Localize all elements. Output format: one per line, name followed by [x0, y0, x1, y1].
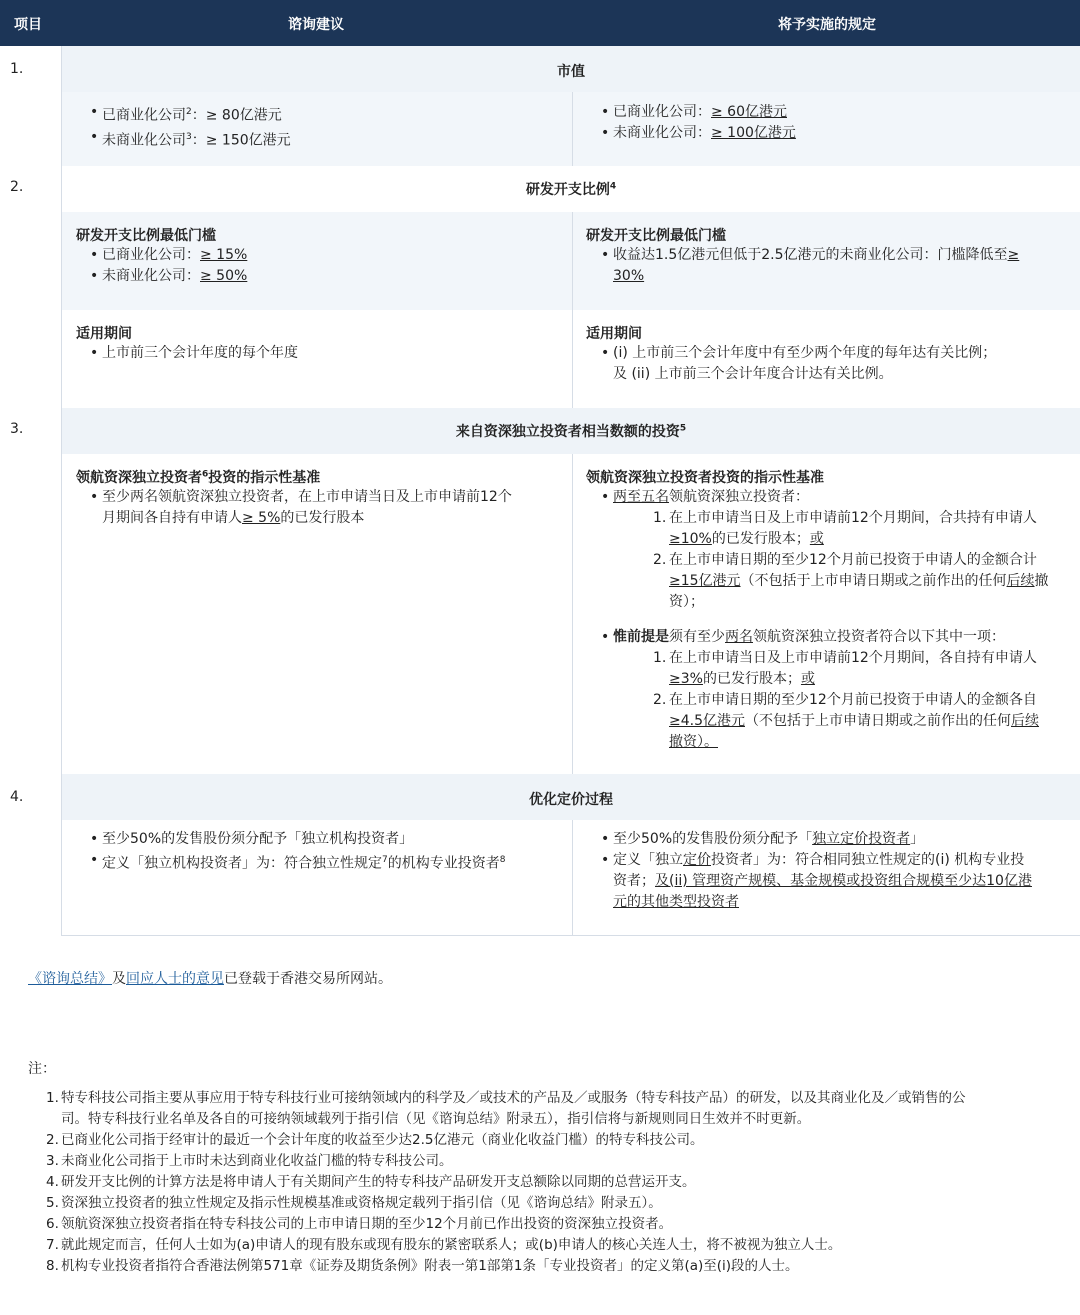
s3-divider: [572, 454, 573, 774]
s1-divider: [572, 92, 573, 166]
s2-divider: [572, 212, 573, 408]
note-1-cont: 司。特专科技行业名单及各自的可接纳领域载列于指引信（见《谘询总结》附录五），指引信将与新规则同日生效并不时更新。: [61, 1111, 811, 1127]
s1-left-cell: [62, 92, 572, 166]
s3-right-heading: 领航资深独立投资者投资的指示性基准: [586, 470, 824, 486]
section-3-title: 来自资深独立投资者相当数额的投资$^5$: [455, 423, 687, 440]
s3-right-item-1-2: 2. 在上市申请日期的至少12个月前已投资于申请人的金额合计 ≥15亿港元（不包括于上市申请日期或之前作出的任何后续撤 资）；: [653, 552, 1049, 610]
s4-right-bullet-1: • 至少50%的发售股份须分配予「独立定价投资者」: [573, 829, 1080, 850]
section-2-title: 研发开支比例$^4$: [525, 181, 617, 198]
note-5: 5. 资深独立投资者的独立性规定及指示性规模基准或资格规定载列于指引信（见《谘询总结》附录五）。: [46, 1195, 662, 1211]
table-header: [0, 0, 1080, 46]
section-1-title: 市值: [557, 64, 585, 80]
s1-right-bullet-2: • 未商业化公司：≥ 100亿港元: [573, 123, 1080, 144]
notes-list: [46, 1088, 1056, 1277]
s2-left-period-heading: 适用期间: [76, 326, 132, 342]
s2-right-bullet-1: • 收益达1.5亿港元但低于2.5亿港元的未商业化公司：门槛降低至≥ 30%: [573, 245, 1053, 287]
s3-right-item-2-1: 1. 在上市申请当日及上市申请前12个月期间，各自持有申请人 ≥3%的已发行股本；或: [653, 650, 1037, 687]
section-1-number: 1.: [10, 61, 24, 77]
s1-right-bullet-1: • 已商业化公司：≥ 60亿港元: [573, 102, 1080, 123]
consultation-conclusions-link[interactable]: 《谘询总结》: [28, 971, 112, 987]
s1-left-bullet-1: • 已商业化公司$^2$：≥ 80亿港元: [62, 102, 572, 127]
s2-right-period-bullet: • (i) 上市前三个会计年度中有至少两个年度的每年达有关比例； 及 (ii) 上市前三个会计年度合计达有关比例。: [573, 343, 1080, 385]
notes-title: 注：: [28, 1061, 56, 1077]
note-2: 2. 已商业化公司指于经审计的最近一个会计年度的收益至少达2.5亿港元（商业化收益门槛）的特专科技公司。: [46, 1132, 704, 1148]
responses-link[interactable]: 回应人士的意见: [126, 971, 224, 987]
note-7: 7. 就此规定而言，任何人士如为(a)申请人的现有股东或现有股东的紧密联系人；或(b)申请人的核心关连人士，将不被视为独立人士。: [46, 1237, 842, 1253]
s3-right-bullet-2: • 惟前提是须有至少两名领航资深独立投资者符合以下其中一项：: [573, 627, 1080, 648]
header-item: 项目: [14, 17, 42, 33]
s4-left-bullet-2: • 定义「独立机构投资者」为：符合独立性规定$^7$的机构专业投资者$^8$: [62, 850, 572, 875]
s2-right-threshold-cell: [573, 212, 1080, 310]
s1-right-cell: [573, 92, 1080, 166]
s2-left-bullet-1: • 已商业化公司：≥ 15%: [62, 245, 572, 266]
s4-left-bullet-1: • 至少50%的发售股份须分配予「独立机构投资者」: [62, 829, 572, 850]
s1-left-bullet-2: • 未商业化公司$^3$：≥ 150亿港元: [62, 127, 572, 152]
s4-right-cell: [573, 820, 1080, 936]
s4-left-cell: [62, 820, 572, 936]
section-4-title: 优化定价过程: [529, 792, 613, 808]
s3-right-item-2-2: 2. 在上市申请日期的至少12个月前已投资于申请人的金额各自 ≥4.5亿港元（不包括于上市申请日期或之前作出的任何后续 撤资）。: [653, 692, 1039, 750]
s2-left-threshold-cell: [62, 212, 572, 310]
s2-left-period-cell: [62, 310, 572, 408]
section-4-number: 4.: [10, 789, 24, 805]
header-advice: 谘询建议: [288, 17, 344, 33]
s3-right-cell: [573, 454, 1080, 774]
header-rule: 将予实施的规定: [778, 17, 876, 33]
source-line: 《谘询总结》及回应人士的意见已登载于香港交易所网站。: [28, 971, 392, 987]
section-3-number: 3.: [10, 421, 24, 437]
s2-right-threshold-heading: 研发开支比例最低门槛: [586, 228, 726, 244]
note-8: 8. 机构专业投资者指符合香港法例第571章《证券及期货条例》附表一第1部第1条「专业投资者」的定义第(a)至(i)段的人士。: [46, 1258, 799, 1274]
s3-right-bullet-1: • 两至五名领航资深独立投资者：: [573, 487, 1080, 508]
s3-left-heading: 领航资深独立投资者$^6$投资的指示性基准: [76, 469, 321, 486]
s3-left-cell: [62, 454, 572, 774]
note-6: 6. 领航资深独立投资者指在特专科技公司的上市申请日期的至少12个月前已作出投资的资深独立投资者。: [46, 1216, 673, 1232]
note-1: 1. 特专科技公司指主要从事应用于特专科技行业可接纳领域内的科学及／或技术的产品及／或服务（特专科技产品）的研发，以及其商业化及／或销售的公: [46, 1090, 966, 1106]
s4-divider: [572, 820, 573, 936]
s2-left-period-bullet: • 上市前三个会计年度的每个年度: [62, 343, 572, 364]
s4-right-bullet-2: • 定义「独立定价投资者」为：符合相同独立性规定的(i) 机构专业投 资者；及(ii) 管理资产规模、基金规模或投资组合规模至少达10亿港 元的其他类型投资者: [573, 850, 1080, 913]
s2-left-bullet-2: • 未商业化公司：≥ 50%: [62, 266, 572, 287]
s3-right-item-1-1: 1. 在上市申请当日及上市申请前12个月期间，合共持有申请人 ≥10%的已发行股本；或: [653, 510, 1037, 547]
s2-left-threshold-heading: 研发开支比例最低门槛: [76, 228, 216, 244]
note-3: 3. 未商业化公司指于上市时未达到商业化收益门槛的特专科技公司。: [46, 1153, 453, 1169]
s3-left-bullet: • 至少两名领航资深独立投资者，在上市申请当日及上市申请前12个 月期间各自持有申请人≥ 5%的已发行股本: [62, 487, 572, 529]
note-4: 4. 研发开支比例的计算方法是将申请人于有关期间产生的特专科技产品研发开支总额除以同期的总营运开支。: [46, 1174, 696, 1190]
s2-right-period-heading: 适用期间: [586, 326, 642, 342]
section-2-number: 2.: [10, 179, 24, 195]
s2-right-period-cell: [573, 310, 1080, 408]
